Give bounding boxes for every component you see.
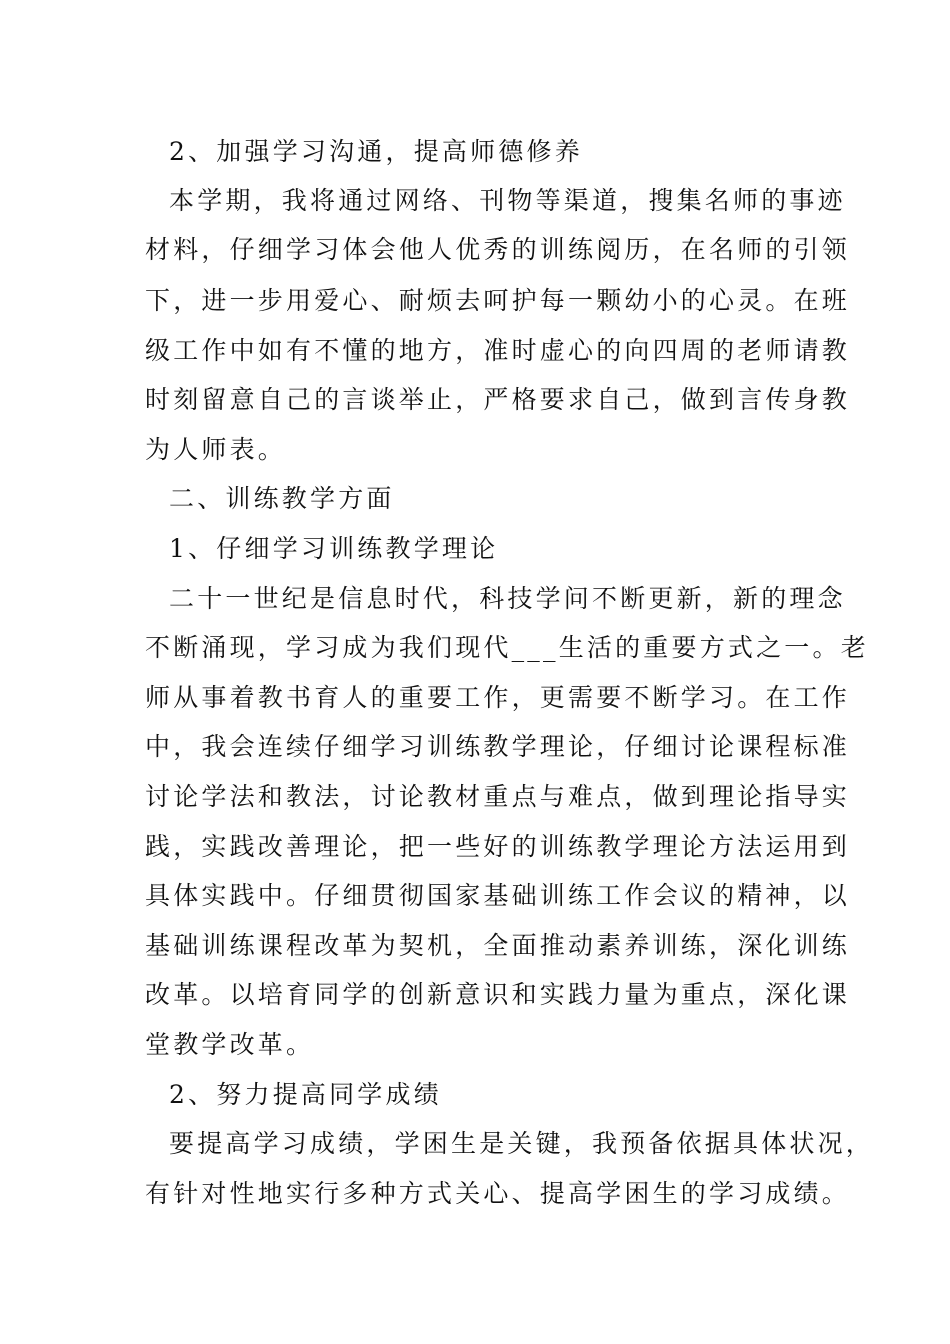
paragraph-line: 本学期，我将通过网络、刊物等渠道，搜集名师的事迹 [169, 186, 846, 215]
paragraph-line: 践，实践改善理论，把一些好的训练教学理论方法运用到 [145, 832, 851, 861]
subheading-improve-grades: 2、努力提高同学成绩 [169, 1080, 442, 1109]
paragraph-line: 讨论学法和教法，讨论教材重点与难点，做到理论指导实 [145, 782, 851, 811]
paragraph-line: 不断涌现，学习成为我们现代___生活的重要方式之一。老 [145, 633, 869, 662]
paragraph-line: 改革。以培育同学的创新意识和实践力量为重点，深化课 [145, 980, 851, 1009]
paragraph-line: 有针对性地实行多种方式关心、提高学困生的学习成绩。 [145, 1179, 851, 1208]
paragraph-line: 下，进一步用爱心、耐烦去呵护每一颗幼小的心灵。在班 [145, 286, 851, 315]
paragraph-line: 基础训练课程改革为契机，全面推动素养训练，深化训练 [145, 931, 851, 960]
paragraph-line: 级工作中如有不懂的地方，准时虚心的向四周的老师请教 [145, 336, 851, 365]
heading-strengthen-learning: 2、加强学习沟通，提高师德修养 [169, 137, 583, 166]
subheading-teaching-theory: 1、仔细学习训练教学理论 [169, 534, 499, 563]
section-heading-teaching: 二、训练教学方面 [169, 484, 395, 513]
paragraph-line: 具体实践中。仔细贯彻国家基础训练工作会议的精神，以 [145, 881, 851, 910]
paragraph-line: 师从事着教书育人的重要工作，更需要不断学习。在工作 [145, 683, 851, 712]
paragraph-line: 为人师表。 [145, 435, 287, 464]
paragraph-line: 二十一世纪是信息时代，科技学问不断更新，新的理念 [169, 584, 846, 613]
paragraph-line: 要提高学习成绩，学困生是关键，我预备依据具体状况， [169, 1129, 875, 1158]
paragraph-line: 材料，仔细学习体会他人优秀的训练阅历，在名师的引领 [145, 235, 851, 264]
paragraph-line: 堂教学改革。 [145, 1030, 315, 1059]
paragraph-line: 中，我会连续仔细学习训练教学理论，仔细讨论课程标准 [145, 732, 851, 761]
paragraph-line: 时刻留意自己的言谈举止，严格要求自己，做到言传身教 [145, 385, 851, 414]
